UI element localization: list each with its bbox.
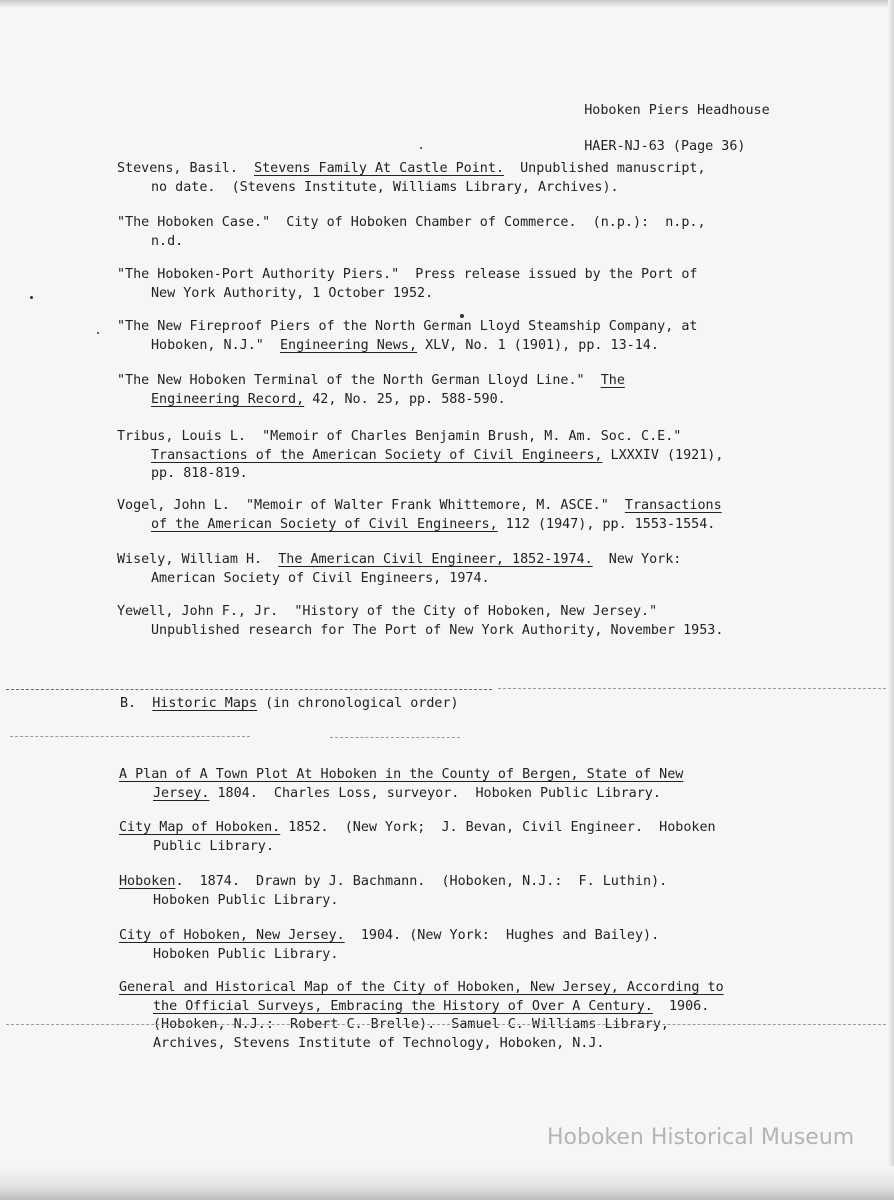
bib-entry-stevens: Stevens, Basil. Stevens Family At Castle Point. Unpublished manuscript, no date. (Stevens Institute, Williams Library, Archives).: [117, 161, 706, 195]
bib-entry-fireproof-piers: "The New Fireproof Piers of the North German Lloyd Steamship Company, at Hoboken, N.J." Engineering News, XLV, No. 1 (1901), pp. 13-14.: [117, 319, 698, 353]
section-title: Historic Maps: [152, 696, 258, 711]
map-entry-1852: City Map of Hoboken. 1852. (New York; J. Bevan, Civil Engineer. Hoboken Public Library.: [119, 820, 716, 854]
scan-line-artifact: [6, 689, 492, 690]
map-title: General and Historical Map of the City of Hoboken, New Jersey, According to: [119, 980, 724, 995]
bib-title: Transactions of the American Society of Civil Engineers,: [151, 447, 603, 463]
bib-title: of the American Society of Civil Engineers,: [151, 516, 498, 532]
map-title: Hoboken: [119, 874, 176, 889]
scan-edge-bottom: [0, 1166, 894, 1200]
scan-edge-right: [888, 0, 894, 1200]
scan-line-artifact: [6, 1024, 886, 1025]
bib-entry-wisely: Wisely, William H. The American Civil Engineer, 1852-1974. New York: American Society of Civil Engineers, 1974.: [117, 552, 682, 586]
bib-entry-hoboken-case: "The Hoboken Case." City of Hoboken Chamber of Commerce. (n.p.): n.p., n.d.: [117, 215, 706, 249]
scan-line-artifact: [498, 688, 886, 689]
scan-speck: [420, 147, 422, 149]
scan-speck: [30, 296, 33, 299]
bib-title: Engineering Record,: [151, 391, 305, 407]
map-title: the Official Surveys, Embracing the History of Over A Century.: [153, 998, 653, 1014]
bib-entry-yewell: Yewell, John F., Jr. "History of the City of Hoboken, New Jersey." Unpublished research for The Port of New York Authority, November 1953.: [117, 604, 724, 638]
header-page-ref: HAER-NJ-63 (Page 36): [584, 139, 746, 154]
scan-line-artifact: [330, 737, 460, 738]
bib-entry-port-authority-piers: "The Hoboken-Port Authority Piers." Press release issued by the Port of New York Authority, 1 October 1952.: [117, 267, 698, 301]
bib-title: Engineering News,: [280, 337, 418, 353]
map-title: City of Hoboken, New Jersey.: [119, 928, 345, 943]
scan-edge-top: [0, 0, 894, 8]
bib-title: The: [600, 373, 625, 388]
bib-entry-vogel: Vogel, John L. "Memoir of Walter Frank Whittemore, M. ASCE." Transactions of the American Society of Civil Engineers, 112 (1947), pp. 1553-1554.: [117, 498, 722, 532]
bib-entry-tribus: Tribus, Louis L. "Memoir of Charles Benjamin Brush, M. Am. Soc. C.E." Transactions of the American Society of Civil Engineers, LXXXIV (1921), pp. 818-819.: [117, 429, 724, 481]
bib-title: Stevens Family At Castle Point.: [254, 161, 504, 176]
section-heading-historic-maps: B. Historic Maps (in chronological order): [120, 696, 459, 711]
scan-speck: [97, 332, 99, 334]
bib-title: Transactions: [624, 498, 722, 513]
header-title: Hoboken Piers Headhouse: [584, 103, 770, 118]
museum-watermark: Hoboken Historical Museum: [547, 1125, 855, 1150]
map-entry-1906: General and Historical Map of the City of Hoboken, New Jersey, According to the Official Surveys, Embracing the History of Over A Century. 1906. (Hoboken, N.J.: Robert C. Brelle). Samuel C. Williams Library, Archives, Stevens Institute of Technology, Hoboken, N.J.: [119, 980, 724, 1051]
map-entry-1804: A Plan of A Town Plot At Hoboken in the County of Bergen, State of New Jersey. 1804. Charles Loss, surveyor. Hoboken Public Library.: [119, 767, 684, 801]
scan-speck: [460, 314, 464, 318]
map-title: Jersey.: [153, 785, 210, 801]
map-title: City Map of Hoboken.: [119, 820, 281, 835]
map-entry-1874: Hoboken. 1874. Drawn by J. Bachmann. (Hoboken, N.J.: F. Luthin). Hoboken Public Library.: [119, 874, 668, 908]
bib-entry-new-hoboken-terminal: "The New Hoboken Terminal of the North German Lloyd Line." The Engineering Record, 42, No. 25, pp. 588-590.: [117, 373, 625, 407]
scan-line-artifact: [10, 736, 250, 737]
map-entry-1904: City of Hoboken, New Jersey. 1904. (New York: Hughes and Bailey). Hoboken Public Library.: [119, 928, 660, 962]
map-title: A Plan of A Town Plot At Hoboken in the County of Bergen, State of New: [119, 767, 684, 782]
bib-title: The American Civil Engineer, 1852-1974.: [278, 552, 593, 567]
